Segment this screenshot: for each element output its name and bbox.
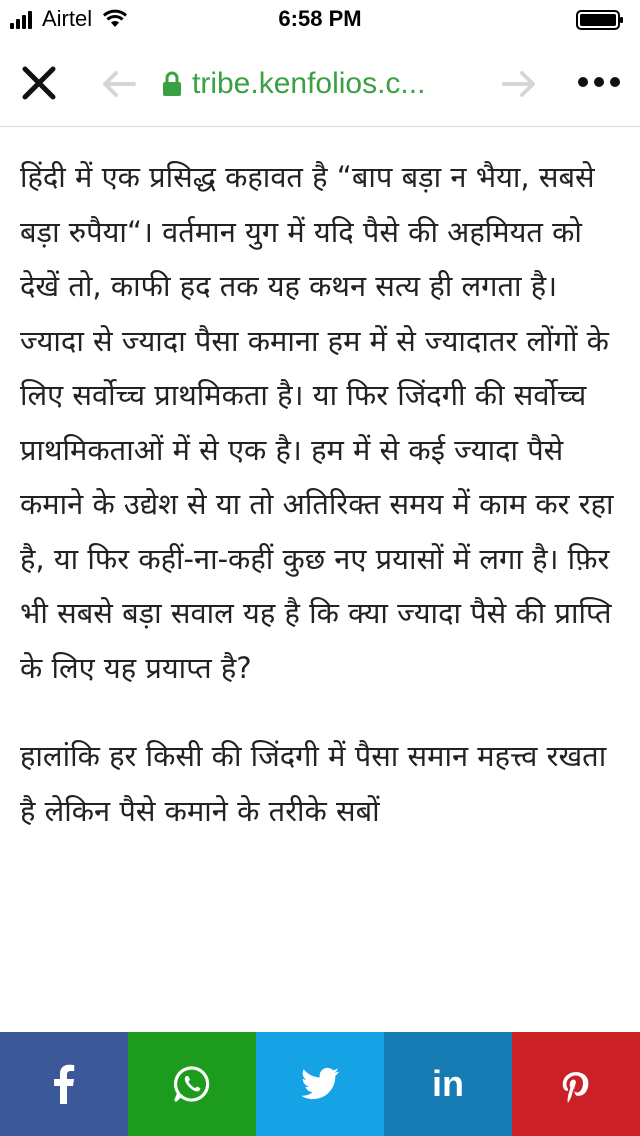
status-bar [0,0,640,40]
share-whatsapp-button[interactable] [128,1032,256,1136]
clock: 6:58 PM [278,6,362,31]
battery-icon [576,10,624,30]
more-options-icon[interactable] [576,70,622,94]
share-twitter-button[interactable] [256,1032,384,1136]
linkedin-icon: in [432,1063,464,1104]
article-paragraph: हिंदी में एक प्रसिद्ध कहावत है “बाप बड़ा न भैया, सबसे बड़ा रुपैया“। वर्तमान युग में यदि पैसे की अहमियत को देखें तो, काफी हद तक यह कथन सत्य ही लगता है। ज्यादा से ज्यादा पैसा कमाना हम में से ज्यादातर लोंगों के लिए सर्वोच्च प्राथमिकता है। या फिर जिंदगी की सर्वोच्च प्राथमिकताओं में से एक है। हम में से कई ज्यादा पैसे कमाने के उद्येश से या तो अतिरिक्त समय में काम कर रहा है, या फिर कहीं-ना-कहीं कुछ नए प्रयासों में लगा है। फ़िर भी सबसे बड़ा सवाल यह है कि क्या ज्यादा पैसे की प्राप्ति के लिए यह प्रयाप्त है? [20,160,614,685]
share-facebook-button[interactable] [0,1032,128,1136]
forward-arrow-icon[interactable] [500,68,538,100]
whatsapp-icon [173,1065,211,1103]
article-body [20,150,624,1034]
address-bar[interactable] [162,64,472,104]
url-text: tribe.kenfolios.c... [192,67,426,100]
close-icon[interactable] [20,64,58,102]
share-bar [0,1032,640,1136]
back-arrow-icon[interactable] [100,68,138,100]
facebook-icon [53,1064,75,1104]
lock-icon [162,71,182,97]
share-pinterest-button[interactable] [512,1032,640,1136]
carrier-name: Airtel [42,6,93,31]
share-linkedin-button[interactable] [384,1032,512,1136]
browser-toolbar [0,40,640,127]
pinterest-icon [561,1064,591,1104]
article-paragraph: हालांकि हर किसी की जिंदगी में पैसा समान महत्त्व रखता है लेकिन पैसे कमाने के तरीके सबों [20,739,607,828]
twitter-icon [300,1067,340,1101]
